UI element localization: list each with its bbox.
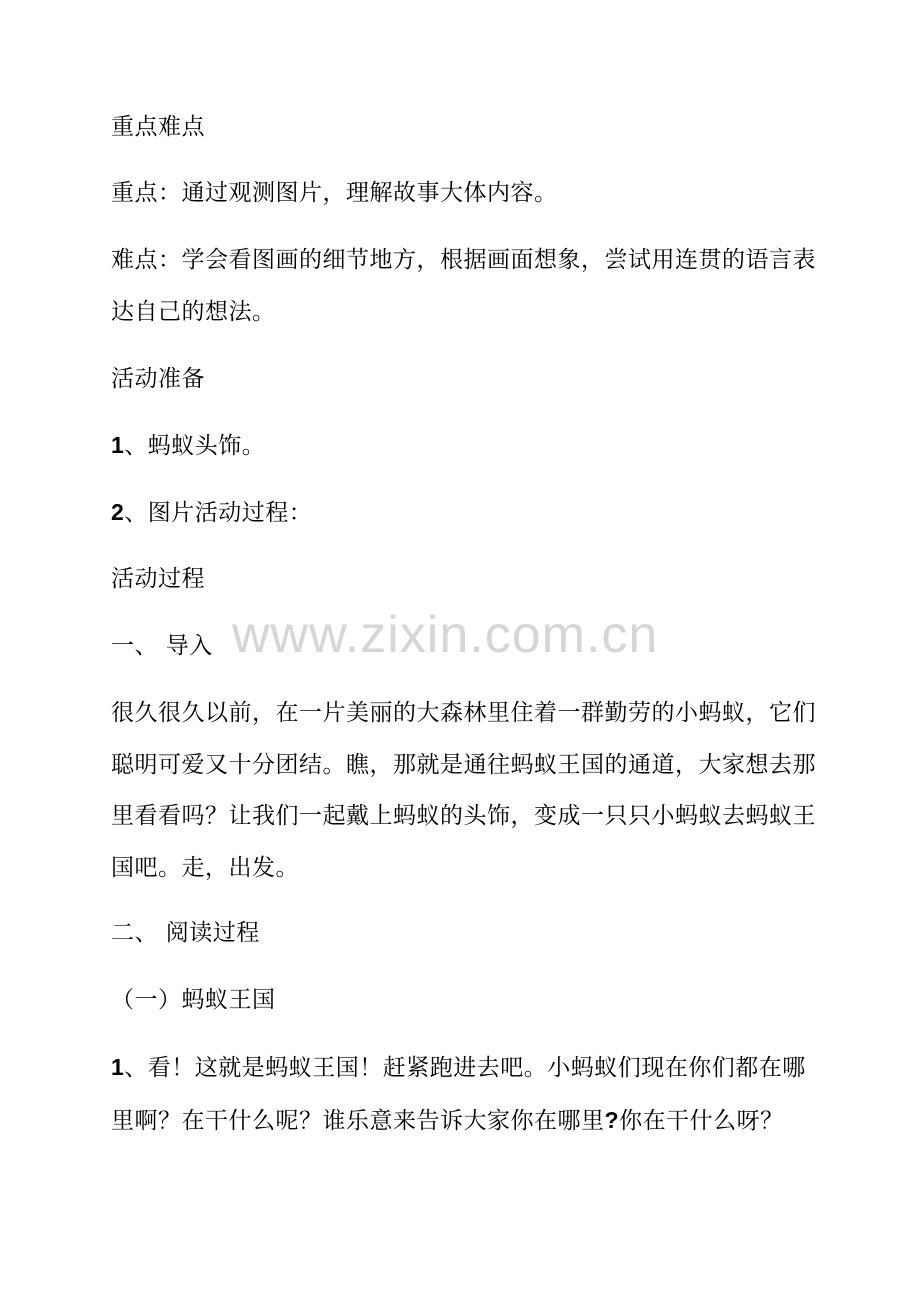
- section-one-heading: 一、 导入: [111, 633, 213, 659]
- step-one-paragraph: [111, 1042, 811, 1147]
- heading-preparation: 活动准备: [111, 366, 205, 392]
- item-text: 、蚂蚁头饰。: [124, 433, 266, 459]
- paragraph-line: 达自己的想法。: [111, 298, 276, 325]
- item-text: 、图片活动过程：: [124, 500, 313, 526]
- prep-item-1: [111, 428, 265, 463]
- paragraph-line: 里看看吗？让我们一起戴上蚂蚁的头饰，变成一只只小蚂蚁去蚂蚁王: [111, 803, 816, 829]
- step-number: 1: [111, 1054, 125, 1080]
- heading-key-points: 重点难点: [111, 114, 205, 140]
- heading-process: 活动过程: [111, 566, 205, 592]
- watermark: www.zixin.com.cn: [232, 606, 659, 664]
- paragraph-line: [111, 1042, 811, 1095]
- step-text: 里啊？在干什么呢？谁乐意来告诉大家你在哪里: [111, 1107, 605, 1134]
- paragraph-line: 难点：学会看图画的细节地方，根据画面想象，尝试用连贯的语言表: [111, 247, 816, 273]
- intro-paragraph: [111, 688, 816, 894]
- step-text: 你在干什么呀？: [619, 1107, 784, 1134]
- item-number: 1: [111, 432, 125, 458]
- paragraph-line: 聪明可爱又十分团结。瞧，那就是通往蚂蚁王国的通道，大家想去那: [111, 751, 816, 778]
- key-point-text: 重点：通过观测图片，理解故事大体内容。: [111, 180, 558, 206]
- difficulty-paragraph: [111, 235, 816, 338]
- question-mark: ?: [604, 1106, 620, 1133]
- section-two-heading: 二、 阅读过程: [111, 920, 260, 946]
- paragraph-line: 很久很久以前，在一片美丽的大森林里住着一群勤劳的小蚂蚁，它们: [111, 700, 816, 726]
- subsection-one-heading: （一）蚂蚁王国: [111, 987, 276, 1013]
- prep-item-2: [111, 495, 312, 530]
- item-number: 2: [111, 499, 125, 525]
- paragraph-line: [111, 1095, 811, 1148]
- paragraph-line: 国吧。走，出发。: [111, 854, 299, 881]
- step-text: 、看！这就是蚂蚁王国！赶紧跑进去吧。小蚂蚁们现在你们都在哪: [124, 1055, 806, 1081]
